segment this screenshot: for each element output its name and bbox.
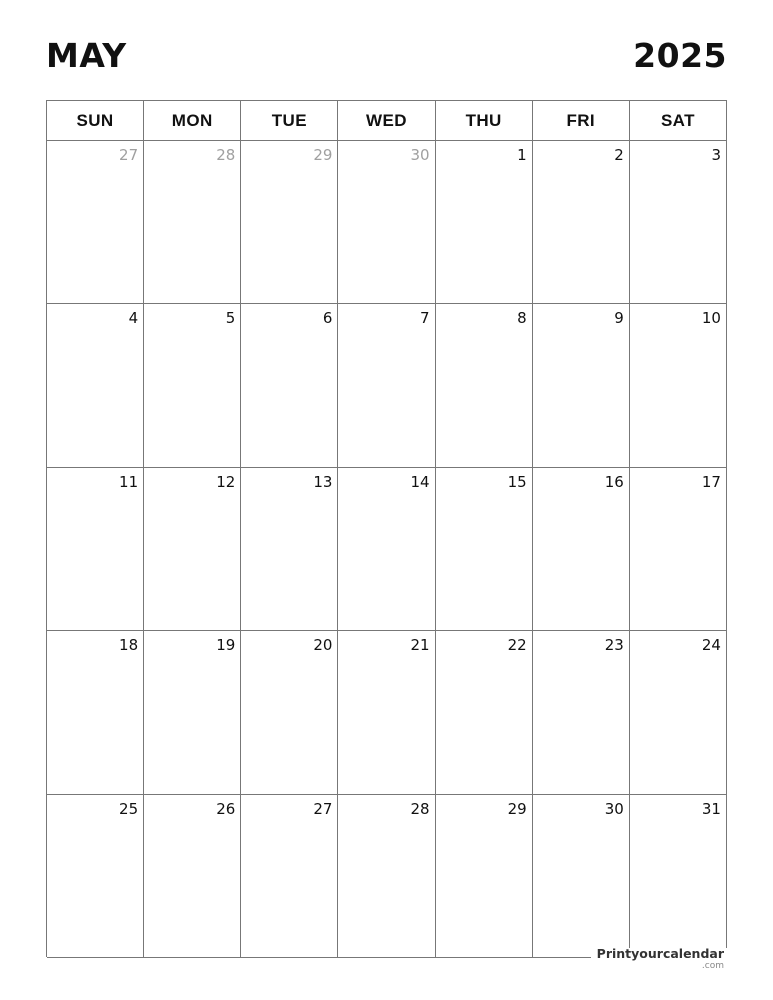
day-number: 6 [322,309,333,328]
day-number: 17 [701,472,721,491]
day-cell [436,795,533,958]
day-cell [241,795,338,958]
day-cell [338,468,435,631]
weekday-tue: TUE [241,101,338,141]
day-cell [241,631,338,794]
day-number: 13 [313,472,333,491]
day-cell [630,141,727,304]
week-row [47,631,727,794]
day-number: 24 [701,636,721,655]
day-number: 26 [216,799,236,818]
day-cell [533,141,630,304]
day-number: 3 [711,146,721,164]
day-cell [533,468,630,631]
day-number: 7 [420,309,430,328]
day-cell [630,304,727,467]
day-number: 8 [517,309,527,328]
day-cell-adjacent-month [47,141,144,304]
day-number: 2 [614,146,624,164]
day-number: 30 [604,799,624,818]
day-number: 25 [119,799,139,818]
weekday-thu: THU [436,101,533,141]
day-number: 15 [507,472,527,491]
brand-logo [591,948,728,971]
weekday-sat: SAT [630,101,727,141]
day-cell [533,631,630,794]
day-cell [144,631,241,794]
day-number: 9 [614,309,624,328]
brand-suffix: .com [701,960,724,971]
day-number: 23 [604,636,624,655]
day-number: 16 [604,472,624,491]
weeks-container [47,141,727,958]
day-number: 31 [701,799,721,818]
day-number: 27 [119,146,139,164]
day-cell [241,304,338,467]
weekday-sun: SUN [47,101,144,141]
day-number: 30 [410,146,430,164]
week-row [47,795,727,958]
day-cell [47,468,144,631]
day-cell [144,304,241,467]
day-number: 22 [507,636,527,655]
day-cell [533,795,630,958]
day-number: 28 [410,799,430,818]
weekday-header-row [47,101,727,141]
day-number: 29 [313,146,333,164]
day-cell [630,468,727,631]
day-cell [47,304,144,467]
day-cell [436,631,533,794]
day-cell [338,304,435,467]
day-cell [241,468,338,631]
week-row [47,468,727,631]
day-cell [144,795,241,958]
brand-name: Printyourcalendar [596,946,724,961]
day-number: 20 [313,636,333,655]
week-row [47,304,727,467]
day-cell [436,468,533,631]
day-cell [630,795,727,958]
month-title: MAY [46,36,127,75]
day-number: 5 [225,309,236,328]
day-cell [533,304,630,467]
day-number: 11 [119,472,139,491]
day-cell [630,631,727,794]
day-cell [144,468,241,631]
day-cell-adjacent-month [338,141,435,304]
day-number: 21 [410,636,430,655]
day-number: 1 [517,146,527,164]
day-cell [47,631,144,794]
weekday-wed: WED [338,101,435,141]
day-number: 27 [313,799,333,818]
day-cell [338,795,435,958]
calendar-grid [46,100,727,957]
day-cell [338,631,435,794]
day-cell [436,304,533,467]
week-row [47,141,727,304]
day-number: 18 [119,636,139,655]
day-number: 10 [701,309,721,328]
day-number: 14 [410,472,430,491]
day-cell-adjacent-month [144,141,241,304]
day-cell-adjacent-month [241,141,338,304]
weekday-mon: MON [144,101,241,141]
day-number: 4 [128,309,139,328]
day-number: 28 [216,146,236,164]
day-number: 19 [216,636,236,655]
day-number: 29 [507,799,527,818]
day-cell [47,795,144,958]
day-number: 12 [216,472,236,491]
year-title: 2025 [633,36,727,75]
day-cell [436,141,533,304]
weekday-fri: FRI [533,101,630,141]
